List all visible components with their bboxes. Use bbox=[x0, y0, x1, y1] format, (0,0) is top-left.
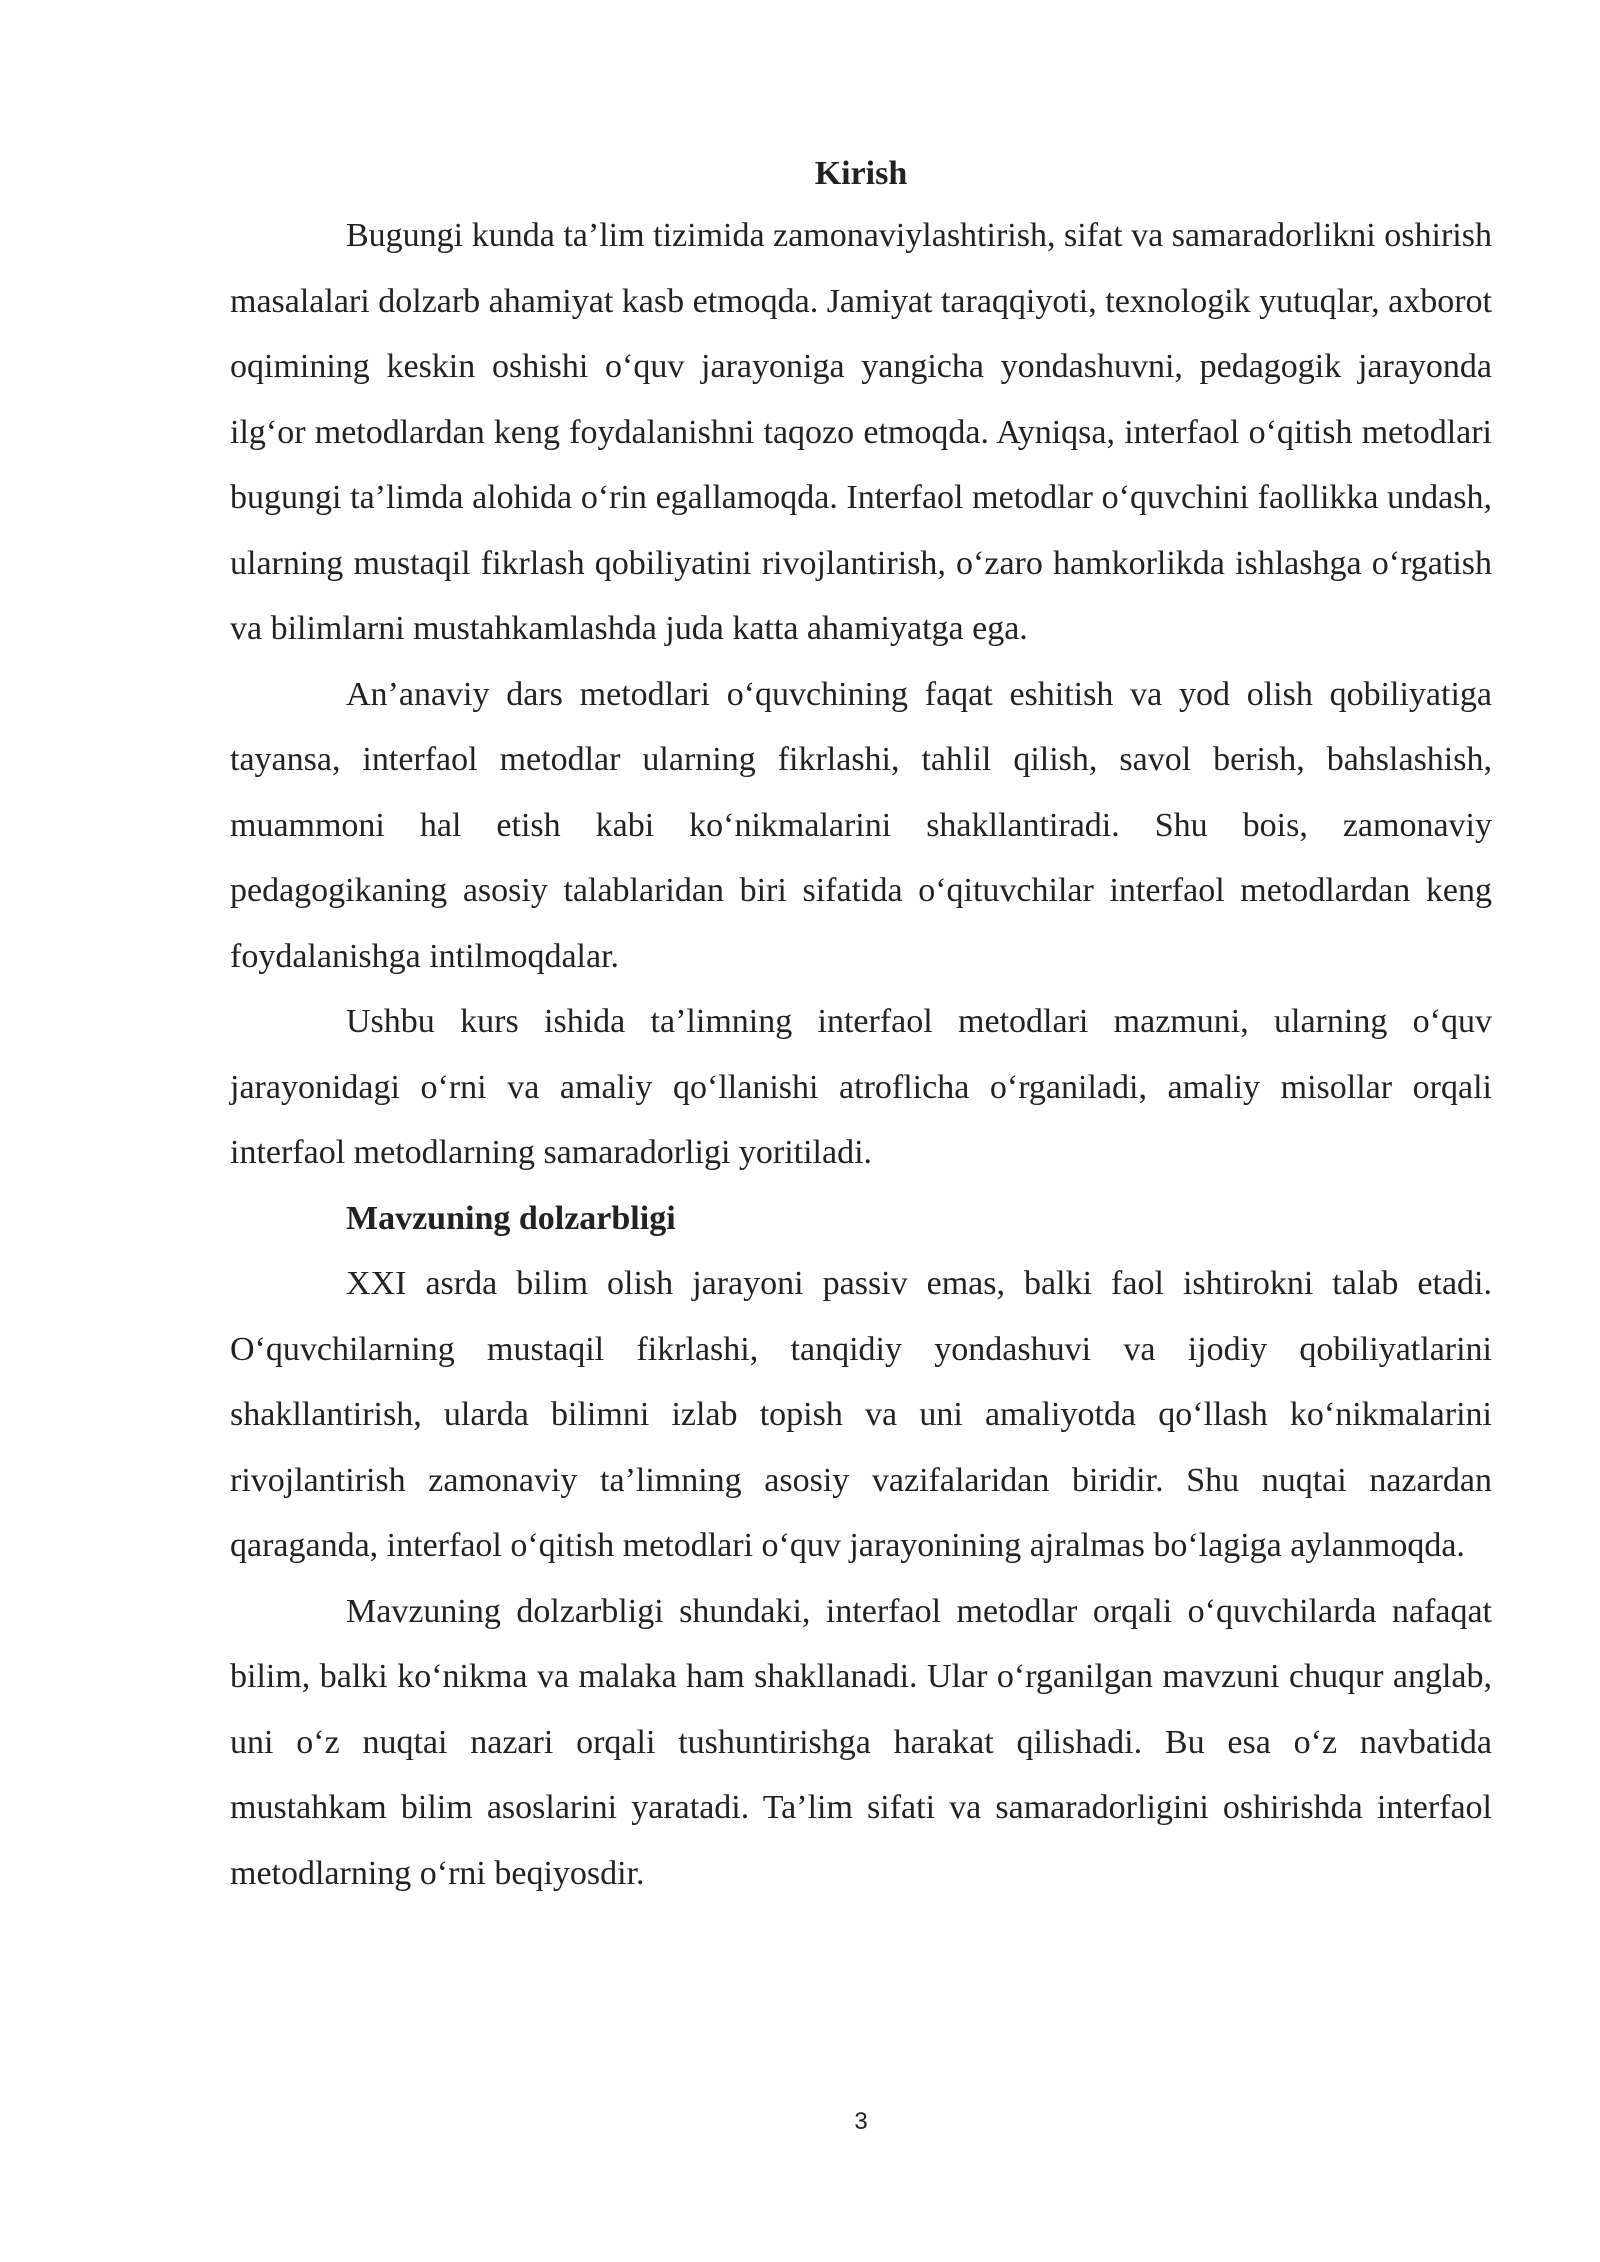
subheading-relevance: Mavzuning dolzarbligi bbox=[346, 1199, 676, 1237]
section-title: Kirish bbox=[814, 155, 908, 192]
intro-paragraph-2: An’anaviy dars metodlari o‘quvchining faqat eshitish va yod olish qobiliyatiga tayansa, interfaol metodlar ularning fikrlashi, tahlil qilish, savol berish, bahslashish, muammoni hal etish kabi ko‘nikmalarini shakllantiradi. Shu bois, zamonaviy pedagogikaning asosiy talablaridan biri sifatida o‘qituvchilar interfaol metodlardan keng foydalanishga intilmoqdalar. bbox=[230, 675, 1492, 975]
page-number: 3 bbox=[854, 2108, 868, 2135]
relevance-paragraph-1: XXI asrda bilim olish jarayoni passiv emas, balki faol ishtirokni talab etadi. O‘quvchilarning mustaqil fikrlashi, tanqidiy yondashuvi va ijodiy qobiliyatlarini shakllantirish, ularda bilimni izlab topish va uni amaliyotda qo‘llash ko‘nikmalarini rivojlantirish zamonaviy ta’limning asosiy vazifalaridan biridir. Shu nuqtai nazardan qaraganda, interfaol o‘qitish metodlari o‘quv jarayonining ajralmas bo‘lagiga aylanmoqda. bbox=[230, 1265, 1492, 1564]
intro-paragraph-1: Bugungi kunda ta’lim tizimida zamonaviylashtirish, sifat va samaradorlikni oshirish masalalari dolzarb ahamiyat kasb etmoqda. Jamiyat taraqqiyoti, texnologik yutuqlar, axborot oqimining keskin oshishi o‘quv jarayoniga yangicha yondashuvni, pedagogik jarayonda ilg‘or metodlardan keng foydalanishni taqozo etmoqda. Ayniqsa, interfaol o‘qitish metodlari bugungi ta’limda alohida o‘rin egallamoqda. Interfaol metodlar o‘quvchini faollikka undash, ularning mustaqil fikrlash qobiliyatini rivojlantirish, o‘zaro hamkorlikda ishlashga o‘rgatish va bilimlarni mustahkamlashda juda katta ahamiyatga ega. bbox=[230, 217, 1492, 647]
intro-paragraph-3: Ushbu kurs ishida ta’limning interfaol metodlari mazmuni, ularning o‘quv jarayonidagi o‘rni va amaliy qo‘llanishi atroflicha o‘rganiladi, amaliy misollar orqali interfaol metodlarning samaradorligi yoritiladi. bbox=[230, 1003, 1492, 1171]
relevance-paragraph-2: Mavzuning dolzarbligi shundaki, interfaol metodlar orqali o‘quvchilarda nafaqat bilim, balki ko‘nikma va malaka ham shakllanadi. Ular o‘rganilgan mavzuni chuqur anglab, uni o‘z nuqtai nazari orqali tushuntirishga harakat qilishadi. Bu esa o‘z navbatida mustahkam bilim asoslarini yaratadi. Ta’lim sifati va samaradorligini oshirishda interfaol metodlarning o‘rni beqiyosdir. bbox=[230, 1592, 1492, 1892]
page-content bbox=[230, 145, 1492, 1906]
